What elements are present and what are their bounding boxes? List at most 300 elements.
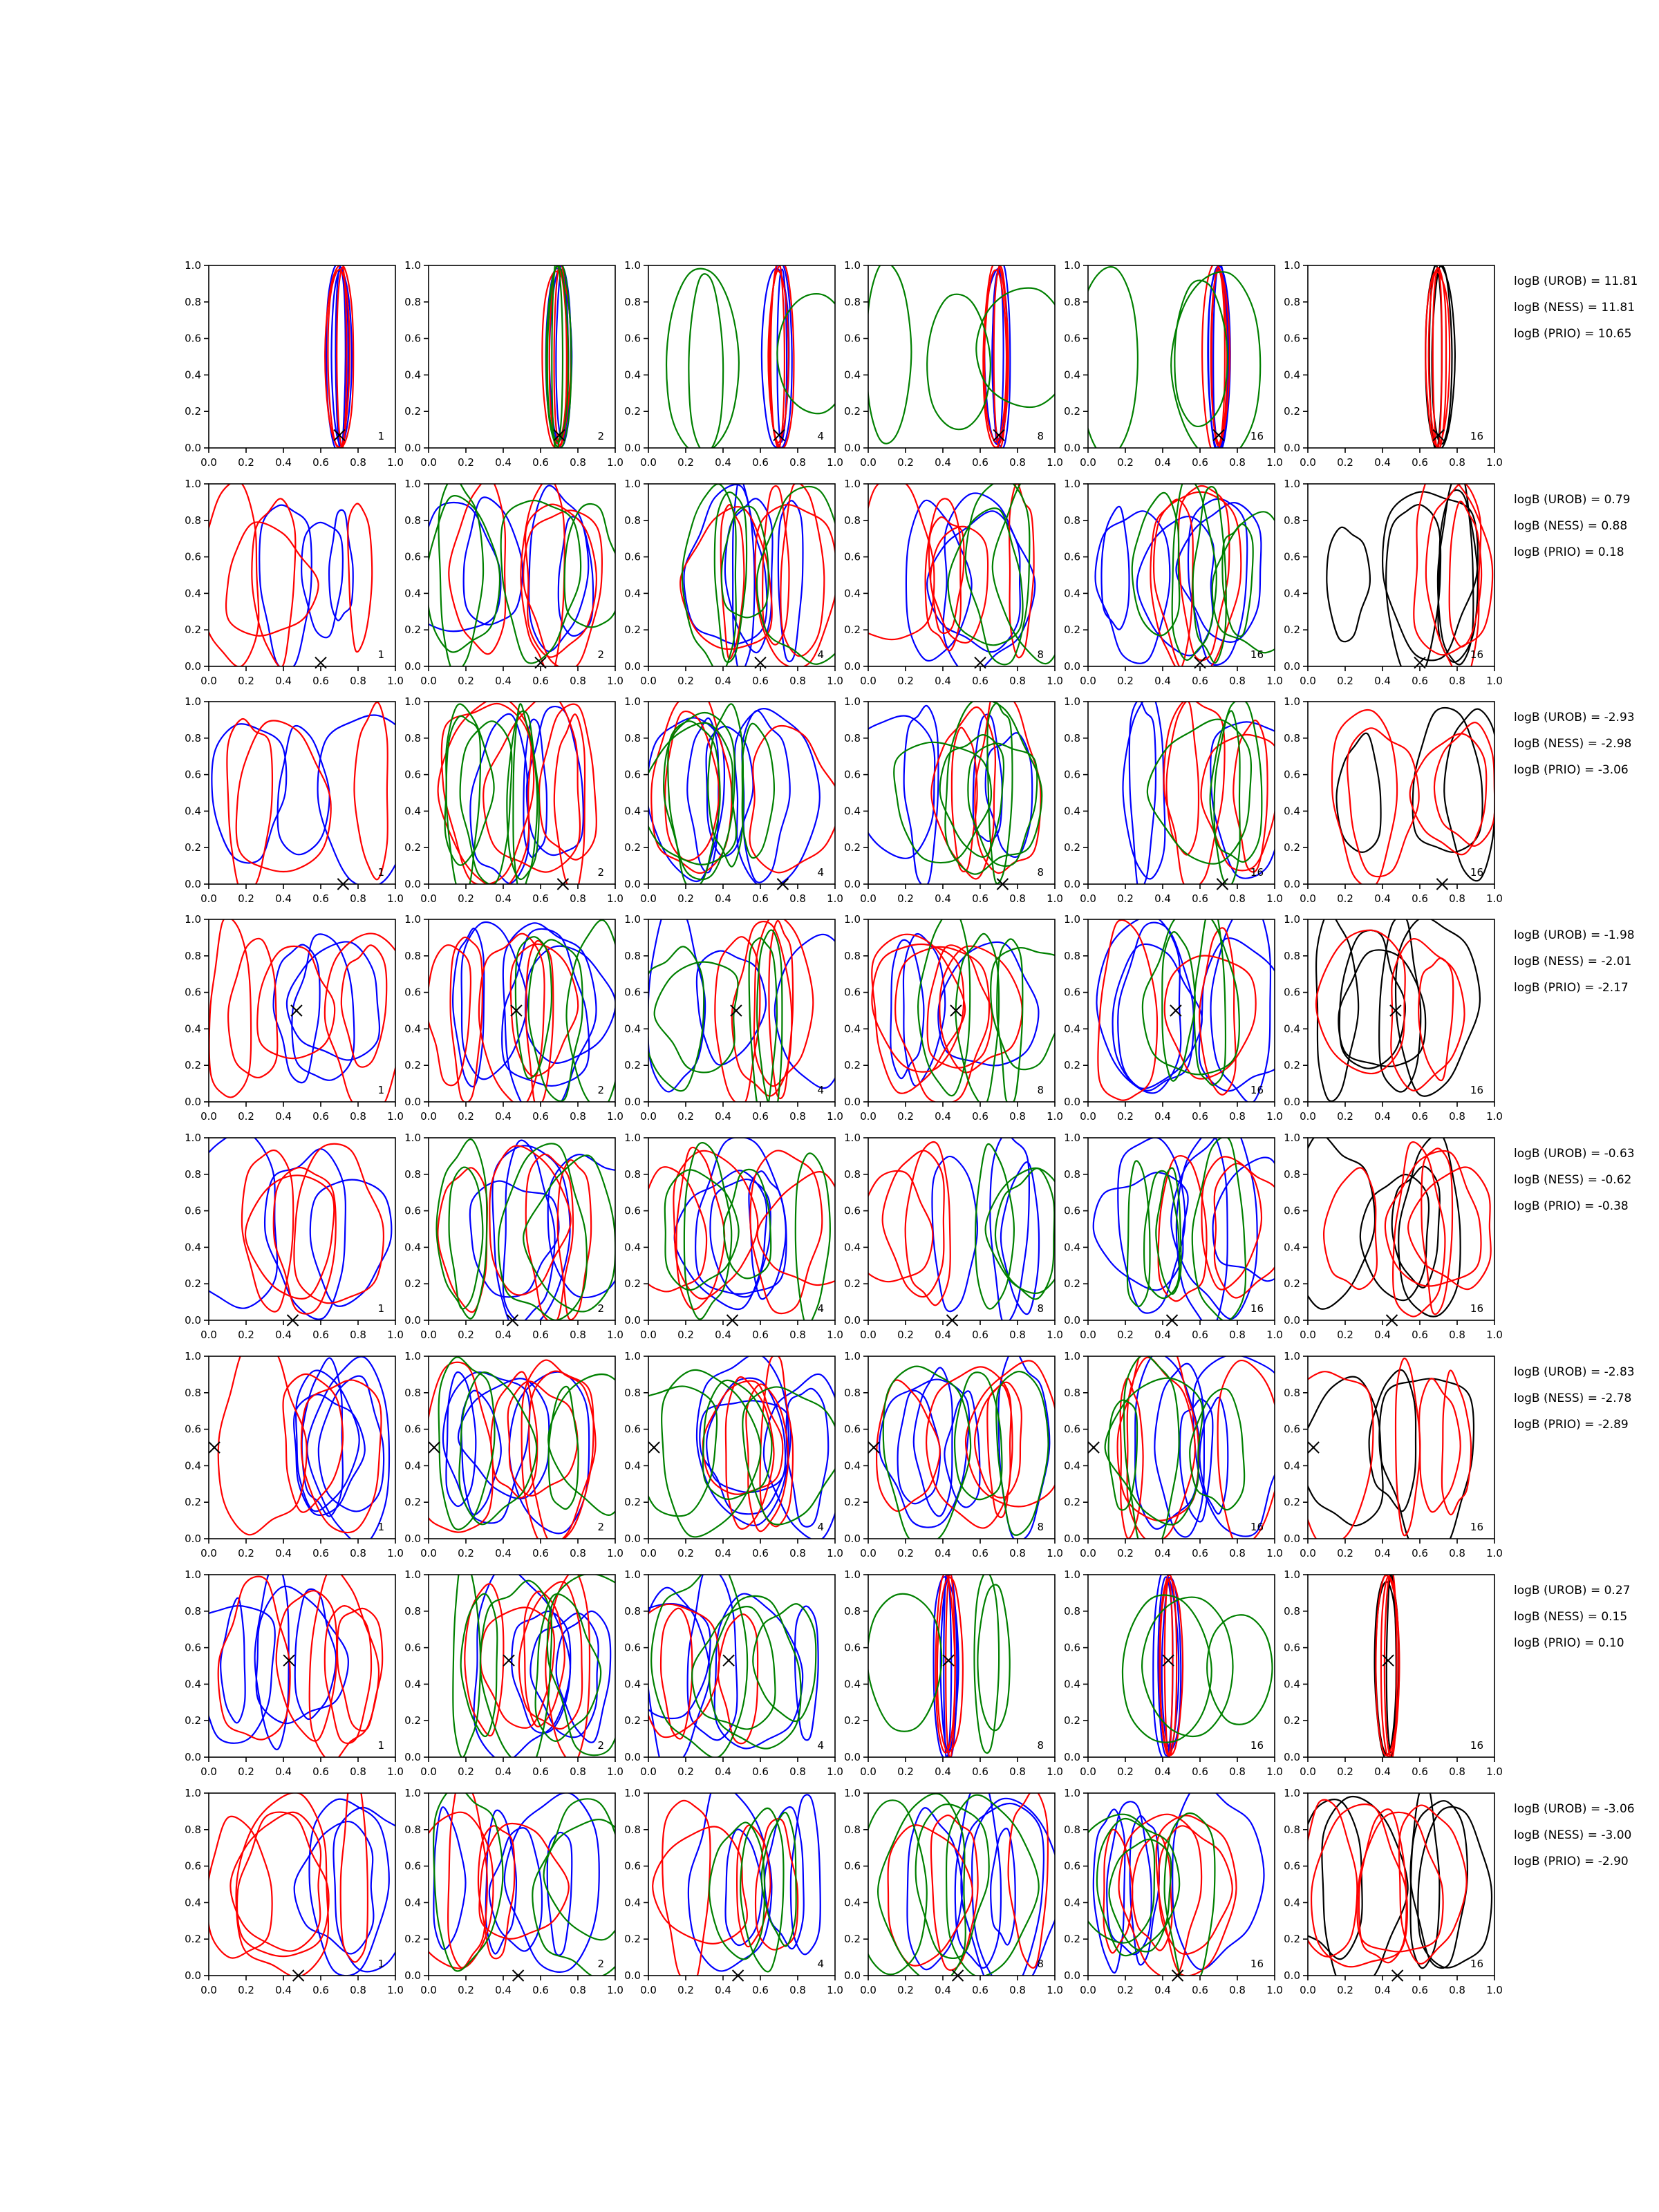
y-tick-label: 1.0 <box>185 913 201 926</box>
x-tick-label: 0.4 <box>275 1547 292 1559</box>
contour-line <box>1077 267 1138 456</box>
contour-line <box>796 1153 830 1325</box>
x-tick-label: 1.0 <box>1486 1547 1503 1559</box>
contour-line <box>228 939 277 1078</box>
y-tick-label: 0.4 <box>404 587 421 600</box>
y-tick-label: 0.4 <box>1284 1241 1300 1254</box>
y-tick-label: 0.2 <box>1064 841 1080 854</box>
x-tick-label: 1.0 <box>827 456 843 469</box>
y-tick-label: 0.8 <box>624 949 641 962</box>
y-tick-label: 0.4 <box>624 368 641 382</box>
y-tick-label: 0.0 <box>1064 660 1080 673</box>
y-tick-label: 0.4 <box>404 1896 421 1909</box>
y-tick-label: 0.6 <box>624 768 641 781</box>
x-tick-label: 1.0 <box>387 456 404 469</box>
panel-r1-c5 <box>1064 259 1283 469</box>
panel-r4-c1 <box>185 913 405 1123</box>
x-tick-label: 0.4 <box>1154 1547 1171 1559</box>
x-tick-label: 0.0 <box>420 675 437 687</box>
y-tick-label: 0.0 <box>624 1096 641 1108</box>
logb-stat: logB (UROB) = -2.83 <box>1514 1365 1635 1379</box>
x-tick-label: 0.2 <box>1337 1329 1353 1341</box>
y-tick-label: 0.0 <box>624 442 641 454</box>
x-tick-label: 0.4 <box>1154 675 1171 687</box>
y-tick-label: 0.8 <box>1064 731 1080 744</box>
y-tick-label: 0.0 <box>844 660 861 673</box>
y-tick-label: 0.2 <box>404 1714 421 1727</box>
x-tick-label: 0.0 <box>420 1984 437 1996</box>
y-tick-label: 0.0 <box>185 442 201 454</box>
contour-line <box>1419 1378 1461 1512</box>
y-tick-label: 1.0 <box>404 1350 421 1362</box>
y-tick-label: 0.0 <box>185 660 201 673</box>
contour-lines <box>209 917 405 1112</box>
panel-tag: 1 <box>377 1521 384 1533</box>
y-tick-label: 0.4 <box>185 1896 201 1909</box>
contour-line <box>648 905 705 1091</box>
y-tick-label: 0.0 <box>1284 1096 1300 1108</box>
y-tick-label: 0.0 <box>1284 1751 1300 1763</box>
x-tick-label: 1.0 <box>1266 1110 1283 1123</box>
panel-r6-c2 <box>404 1350 637 1559</box>
y-tick-label: 0.4 <box>1064 1896 1080 1909</box>
y-tick-label: 0.8 <box>1284 1604 1300 1618</box>
x-tick-label: 0.6 <box>972 1984 988 1996</box>
x-tick-label: 0.0 <box>420 1547 437 1559</box>
panel-tag: 2 <box>597 430 604 442</box>
x-tick-label: 0.6 <box>532 1110 549 1123</box>
y-tick-label: 0.6 <box>624 1423 641 1436</box>
panel-r8-c5 <box>1064 1783 1283 1996</box>
y-tick-label: 0.6 <box>404 768 421 781</box>
contour-line <box>427 945 471 1085</box>
x-tick-label: 0.6 <box>972 456 988 469</box>
axes-frame <box>868 919 1055 1102</box>
y-tick-label: 0.0 <box>624 1533 641 1545</box>
contour-line <box>257 946 335 1058</box>
y-tick-label: 1.0 <box>1064 695 1080 708</box>
y-tick-label: 1.0 <box>185 259 201 272</box>
x-tick-label: 0.4 <box>935 675 951 687</box>
panel-tag: 16 <box>1470 430 1483 442</box>
contour-lines <box>680 478 847 674</box>
y-tick-label: 0.8 <box>844 295 861 308</box>
x-tick-label: 1.0 <box>1486 456 1503 469</box>
x-tick-label: 0.0 <box>420 456 437 469</box>
x-tick-label: 0.4 <box>935 892 951 905</box>
y-tick-label: 1.0 <box>185 1350 201 1362</box>
x-tick-label: 0.2 <box>1117 1110 1134 1123</box>
x-tick-label: 0.4 <box>715 1329 731 1341</box>
x-tick-label: 0.4 <box>495 456 512 469</box>
x-tick-label: 0.6 <box>532 1984 549 1996</box>
x-tick-label: 1.0 <box>1266 1984 1283 1996</box>
x-tick-label: 0.0 <box>420 1765 437 1778</box>
y-tick-label: 0.2 <box>624 841 641 854</box>
x-tick-label: 0.0 <box>640 675 657 687</box>
y-tick-label: 0.2 <box>404 1933 421 1946</box>
x-tick-label: 0.0 <box>860 1110 877 1123</box>
panel-tag: 1 <box>377 1739 384 1752</box>
contour-line <box>1295 1371 1374 1545</box>
x-tick-label: 0.2 <box>1337 1984 1353 1996</box>
contour-line <box>212 724 286 863</box>
contour-line <box>1098 920 1157 1100</box>
y-tick-label: 0.2 <box>624 1496 641 1509</box>
x-tick-label: 0.4 <box>935 1984 951 1996</box>
contour-lines <box>1123 1571 1273 1759</box>
y-tick-label: 0.2 <box>404 1059 421 1072</box>
x-tick-label: 0.4 <box>1374 1547 1391 1559</box>
logb-stat: logB (NESS) = -3.00 <box>1514 1828 1632 1842</box>
x-tick-label: 0.8 <box>1009 456 1026 469</box>
x-tick-label: 0.0 <box>640 1329 657 1341</box>
x-tick-label: 0.4 <box>1374 1765 1391 1778</box>
x-tick-label: 0.0 <box>1300 892 1316 905</box>
x-tick-label: 0.2 <box>677 1547 694 1559</box>
x-tick-label: 0.8 <box>570 1329 586 1341</box>
x-tick-label: 0.0 <box>200 1547 217 1559</box>
x-tick-label: 0.6 <box>1412 1765 1428 1778</box>
x-tick-label: 0.6 <box>752 675 769 687</box>
x-tick-label: 0.2 <box>1117 1329 1134 1341</box>
x-tick-label: 0.2 <box>238 675 254 687</box>
y-tick-label: 0.4 <box>185 1459 201 1472</box>
contour-line <box>1336 733 1380 852</box>
y-tick-label: 0.8 <box>1284 1823 1300 1836</box>
y-tick-label: 0.6 <box>185 1641 201 1654</box>
x-tick-label: 0.8 <box>570 1765 586 1778</box>
y-tick-label: 0.6 <box>404 1641 421 1654</box>
y-tick-label: 0.6 <box>844 768 861 781</box>
y-tick-label: 0.2 <box>1064 405 1080 418</box>
x-tick-label: 0.0 <box>860 1765 877 1778</box>
y-tick-label: 1.0 <box>404 259 421 272</box>
contour-lines <box>1316 912 1480 1101</box>
axes-frame <box>1308 1575 1494 1757</box>
contour-lines <box>187 1562 382 1761</box>
y-tick-label: 0.2 <box>404 1496 421 1509</box>
y-tick-label: 0.4 <box>185 1678 201 1691</box>
panel-tag: 2 <box>597 1302 604 1315</box>
y-tick-label: 0.8 <box>624 1823 641 1836</box>
x-tick-label: 0.2 <box>897 1984 914 1996</box>
x-tick-label: 1.0 <box>1047 1110 1063 1123</box>
contour-line <box>775 935 849 1088</box>
y-tick-label: 1.0 <box>1284 1787 1300 1799</box>
contour-line <box>976 288 1070 407</box>
contour-lines <box>438 694 597 895</box>
contour-lines <box>407 477 621 676</box>
x-tick-label: 0.6 <box>752 1329 769 1341</box>
contour-line <box>325 1606 371 1743</box>
x-tick-label: 0.0 <box>200 1765 217 1778</box>
x-tick-label: 0.2 <box>458 1110 474 1123</box>
x-tick-label: 0.2 <box>238 892 254 905</box>
x-tick-label: 0.0 <box>200 1329 217 1341</box>
y-tick-label: 0.2 <box>844 1496 861 1509</box>
x-tick-label: 0.2 <box>238 1110 254 1123</box>
contour-line <box>927 511 1020 652</box>
x-tick-label: 0.8 <box>1009 1984 1026 1996</box>
x-tick-label: 0.4 <box>935 1329 951 1341</box>
y-tick-label: 0.6 <box>844 1423 861 1436</box>
contour-line <box>927 294 991 430</box>
panel-tag: 16 <box>1250 648 1264 661</box>
x-tick-label: 0.2 <box>238 1329 254 1341</box>
x-tick-label: 0.8 <box>1449 675 1465 687</box>
x-tick-label: 1.0 <box>827 1765 843 1778</box>
logb-stat: logB (PRIO) = 10.65 <box>1514 327 1632 341</box>
panel-r1-c6 <box>1284 259 1503 469</box>
x-tick-label: 0.0 <box>1300 1329 1316 1341</box>
y-tick-label: 0.0 <box>1064 1969 1080 1982</box>
panel-tag: 1 <box>377 648 384 661</box>
contour-line <box>1070 1815 1154 1943</box>
x-tick-label: 0.8 <box>1229 1765 1246 1778</box>
contour-line <box>1324 1168 1377 1289</box>
contour-lines <box>1327 462 1492 682</box>
x-tick-label: 0.2 <box>677 892 694 905</box>
logb-stat: logB (NESS) = -2.01 <box>1514 955 1632 968</box>
y-tick-label: 0.4 <box>624 1678 641 1691</box>
panel-r3-c1 <box>185 695 411 905</box>
logb-stat: logB (UROB) = -2.93 <box>1514 711 1635 724</box>
contour-lines <box>1332 708 1496 888</box>
logb-stat: logB (PRIO) = 0.10 <box>1514 1636 1624 1650</box>
contour-line <box>682 484 736 674</box>
x-tick-label: 0.6 <box>972 675 988 687</box>
contour-line <box>1109 1839 1171 1951</box>
contour-line <box>688 274 723 452</box>
x-tick-label: 0.6 <box>1192 675 1208 687</box>
axes-frame <box>1308 702 1494 884</box>
contour-line <box>868 1594 942 1732</box>
y-tick-label: 0.2 <box>185 1933 201 1946</box>
y-tick-label: 0.8 <box>1064 1386 1080 1399</box>
y-tick-label: 0.0 <box>404 1314 421 1327</box>
x-tick-label: 1.0 <box>1486 675 1503 687</box>
x-tick-label: 0.8 <box>1449 1547 1465 1559</box>
contour-line <box>449 1168 483 1309</box>
panel-tag: 16 <box>1470 1958 1483 1970</box>
y-tick-label: 0.2 <box>1284 1496 1300 1509</box>
contour-lines <box>1287 1785 1492 1994</box>
y-tick-label: 1.0 <box>404 1568 421 1581</box>
contour-line <box>230 1812 321 1951</box>
contour-line <box>1301 1800 1357 1957</box>
logb-stat: logB (PRIO) = -3.06 <box>1514 763 1629 777</box>
axes-frame <box>648 919 835 1102</box>
y-tick-label: 1.0 <box>1064 259 1080 272</box>
x-tick-label: 0.0 <box>640 1984 657 1996</box>
y-tick-label: 0.0 <box>404 878 421 890</box>
x-tick-label: 0.4 <box>495 892 512 905</box>
y-tick-label: 1.0 <box>844 1350 861 1362</box>
x-tick-label: 0.6 <box>752 1765 769 1778</box>
x-tick-label: 1.0 <box>607 892 624 905</box>
y-tick-label: 1.0 <box>185 1568 201 1581</box>
x-tick-label: 0.2 <box>677 1329 694 1341</box>
contour-line <box>706 727 753 856</box>
panel-r2-c4 <box>844 469 1071 687</box>
y-tick-label: 0.0 <box>624 878 641 890</box>
contour-line <box>256 1586 348 1723</box>
panel-r1-c2 <box>404 259 624 469</box>
y-tick-label: 0.8 <box>844 1168 861 1181</box>
y-tick-label: 0.2 <box>404 1277 421 1291</box>
y-tick-label: 0.6 <box>404 332 421 345</box>
panel-tag: 2 <box>597 1958 604 1970</box>
x-tick-label: 0.2 <box>1337 675 1353 687</box>
y-tick-label: 0.6 <box>1064 768 1080 781</box>
y-tick-label: 0.2 <box>844 1714 861 1727</box>
x-tick-label: 0.6 <box>1412 1329 1428 1341</box>
panel-r8-c3 <box>624 1782 843 1996</box>
x-tick-label: 0.8 <box>350 1547 366 1559</box>
panel-tag: 4 <box>817 1521 824 1533</box>
x-tick-label: 0.8 <box>570 1547 586 1559</box>
y-tick-label: 0.8 <box>624 731 641 744</box>
panel-tag: 4 <box>817 1739 824 1752</box>
contour-line <box>221 1598 245 1723</box>
contour-line <box>294 1144 383 1303</box>
x-tick-label: 0.0 <box>640 1547 657 1559</box>
panel-tag: 1 <box>377 430 384 442</box>
y-tick-label: 0.2 <box>844 1277 861 1291</box>
y-tick-label: 0.0 <box>1284 1533 1300 1545</box>
y-tick-label: 0.0 <box>1064 1096 1080 1108</box>
y-tick-label: 0.2 <box>1284 841 1300 854</box>
x-tick-label: 0.8 <box>350 1984 366 1996</box>
panel-r4-c6 <box>1284 912 1503 1123</box>
panel-tag: 8 <box>1037 866 1044 879</box>
x-tick-label: 1.0 <box>1266 1329 1283 1341</box>
contour-line <box>1130 700 1156 890</box>
x-tick-label: 0.4 <box>715 892 731 905</box>
logb-stat: logB (NESS) = 0.88 <box>1514 519 1628 533</box>
x-tick-label: 0.2 <box>1337 1765 1353 1778</box>
y-tick-label: 0.8 <box>624 1168 641 1181</box>
x-tick-label: 0.0 <box>640 892 657 905</box>
panel-r7-c5 <box>1064 1568 1283 1778</box>
y-tick-label: 0.2 <box>844 1059 861 1072</box>
contour-line <box>319 1376 384 1512</box>
x-tick-label: 0.0 <box>420 1329 437 1341</box>
y-tick-label: 0.8 <box>404 295 421 308</box>
y-tick-label: 0.8 <box>185 1823 201 1836</box>
x-tick-label: 1.0 <box>827 1547 843 1559</box>
x-tick-label: 0.4 <box>935 456 951 469</box>
x-tick-label: 0.4 <box>715 456 731 469</box>
x-tick-label: 1.0 <box>387 1547 404 1559</box>
y-tick-label: 1.0 <box>624 913 641 926</box>
logb-stat: logB (UROB) = -1.98 <box>1514 928 1635 942</box>
y-tick-label: 1.0 <box>844 913 861 926</box>
y-tick-label: 0.6 <box>1284 1859 1300 1873</box>
contour-line <box>1391 939 1464 1091</box>
x-tick-label: 0.0 <box>1080 1765 1096 1778</box>
y-tick-label: 0.8 <box>624 295 641 308</box>
x-tick-label: 1.0 <box>1266 456 1283 469</box>
panel-tag: 16 <box>1250 866 1264 879</box>
x-tick-label: 0.6 <box>532 892 549 905</box>
contour-line <box>505 1792 599 1972</box>
y-tick-label: 0.6 <box>404 986 421 999</box>
y-tick-label: 0.6 <box>1064 1423 1080 1436</box>
axes-frame <box>1308 265 1494 448</box>
x-tick-label: 0.4 <box>495 675 512 687</box>
x-tick-label: 0.4 <box>275 892 292 905</box>
y-tick-label: 0.0 <box>185 1314 201 1327</box>
x-tick-label: 0.2 <box>1337 456 1353 469</box>
y-tick-label: 0.2 <box>1064 624 1080 637</box>
y-tick-label: 0.8 <box>404 1604 421 1618</box>
x-tick-label: 0.0 <box>1080 675 1096 687</box>
y-tick-label: 1.0 <box>404 913 421 926</box>
panel-r3-c4 <box>844 687 1063 905</box>
panel-tag: 16 <box>1470 1302 1483 1315</box>
x-tick-label: 1.0 <box>1486 1329 1503 1341</box>
panel-tag: 8 <box>1037 1084 1044 1096</box>
x-tick-label: 0.6 <box>972 1547 988 1559</box>
x-tick-label: 0.8 <box>1229 1329 1246 1341</box>
y-tick-label: 0.0 <box>844 1314 861 1327</box>
y-tick-label: 0.0 <box>1284 1969 1300 1982</box>
x-tick-label: 1.0 <box>1486 1984 1503 1996</box>
logb-stat: logB (UROB) = 11.81 <box>1514 274 1638 288</box>
contour-lines <box>1077 263 1260 460</box>
y-tick-label: 1.0 <box>1284 1350 1300 1362</box>
panel-tag: 8 <box>1037 1302 1044 1315</box>
y-tick-label: 0.0 <box>404 1751 421 1763</box>
y-tick-label: 0.6 <box>1284 1423 1300 1436</box>
contour-lines <box>855 1134 1063 1324</box>
contour-line <box>1379 1378 1474 1553</box>
y-tick-label: 0.2 <box>1064 1714 1080 1727</box>
panel-tag: 2 <box>597 1521 604 1533</box>
x-tick-label: 0.2 <box>897 675 914 687</box>
x-tick-label: 1.0 <box>387 1765 404 1778</box>
x-tick-label: 0.6 <box>752 456 769 469</box>
x-tick-label: 0.6 <box>312 1547 329 1559</box>
x-tick-label: 0.4 <box>1154 1110 1171 1123</box>
panel-tag: 8 <box>1037 1739 1044 1752</box>
x-tick-label: 0.4 <box>935 1765 951 1778</box>
y-tick-label: 0.0 <box>404 1533 421 1545</box>
y-tick-label: 1.0 <box>1064 1132 1080 1144</box>
contour-line <box>1105 1378 1203 1525</box>
x-tick-label: 0.4 <box>1374 892 1391 905</box>
y-tick-label: 0.4 <box>404 1241 421 1254</box>
contour-line <box>1142 1597 1232 1736</box>
contour-line <box>503 1141 555 1322</box>
contour-line <box>866 262 911 444</box>
logb-stat: logB (UROB) = -3.06 <box>1514 1802 1635 1816</box>
x-tick-label: 0.2 <box>1337 1110 1353 1123</box>
x-tick-label: 0.4 <box>715 1984 731 1996</box>
x-tick-label: 0.4 <box>275 675 292 687</box>
x-tick-label: 0.2 <box>1117 1765 1134 1778</box>
panel-tag: 16 <box>1470 1521 1483 1533</box>
y-tick-label: 0.6 <box>624 986 641 999</box>
x-tick-label: 1.0 <box>1266 1547 1283 1559</box>
x-tick-label: 1.0 <box>827 892 843 905</box>
x-tick-label: 0.4 <box>275 456 292 469</box>
x-tick-label: 1.0 <box>1266 1765 1283 1778</box>
contour-lines <box>1096 898 1291 1103</box>
y-tick-label: 1.0 <box>844 259 861 272</box>
